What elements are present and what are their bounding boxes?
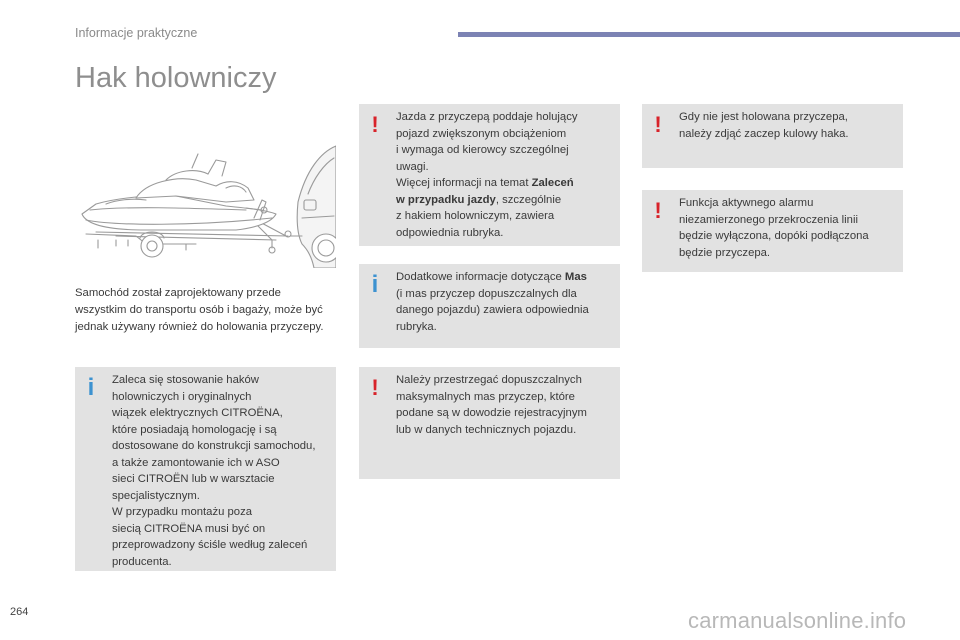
towing-hooks-info-text: Zaleca się stosowanie haków holowniczych i oryginalnych wiązek elektrycznych CITROËNA, które posiadają homologację i są dostosowane do konstrukcji samochodu, a także zamontowanie ich w ASO sieci CITROËN lub w warsztacie specjalistycznym. W przypadku montażu poza siecią CITROËNA musi być on przeprowadzony ściśle według zaleceń producenta. [112,374,316,568]
warning-icon: ! [371,375,379,400]
max-masses-warning-box [359,367,620,479]
masses-info-text: Dodatkowe informacje dotyczące Mas (i mas przyczep dopuszczalnych dla danego pojazdu) zawiera odpowiednia rubryka. [396,271,589,333]
driving-warning-text: Jazda z przyczepą poddaje holujący pojazd zwiększonym obciążeniom i wymaga od kierowcy szczególnej uwagi. Więcej informacji na temat Zaleceń w przypadku jazdy, szczególnie z hakiem holowniczym, zawiera odpowiednia rubryka. [396,111,578,239]
warning-icon: ! [654,198,662,223]
max-masses-warning-text: Należy przestrzegać dopuszczalnych maksymalnych mas przyczep, które podane są w dowodzie rejestracyjnym lub w danych technicznych pojazdu. [396,374,587,436]
towball-warning-text: Gdy nie jest holowana przyczepa, należy zdjąć zaczep kulowy haka. [679,111,849,140]
alarm-warning-text: Funkcja aktywnego alarmu niezamierzonego przekroczenia linii będzie wyłączona, dopóki podłączona będzie przyczepa. [679,197,869,259]
section-header: Informacje praktyczne [75,26,198,40]
towball-warning-box [642,104,903,168]
masses-link: Mas [564,271,587,283]
intro-paragraph: Samochód został zaprojektowany przede wszystkim do transportu osób i bagaży, może być jednak używany również do holowania przyczepy. [75,287,324,333]
warning-icon: ! [654,112,662,137]
towing-hooks-info-box [75,367,336,571]
warning-icon: ! [371,112,379,137]
jetski-trailer-illustration [76,140,336,268]
masses-info-box [359,264,620,348]
page-number: 264 [10,606,29,618]
alarm-warning-box [642,190,903,272]
info-icon: i [87,374,95,401]
driving-recommendations-link: Zaleceń w przypadku jazdy [396,177,574,206]
info-icon: i [371,271,379,298]
page-title: Hak holowniczy [75,62,277,94]
header-rule [458,32,960,37]
driving-warning-box [359,104,620,246]
watermark: carmanualsonline.info [688,608,907,633]
